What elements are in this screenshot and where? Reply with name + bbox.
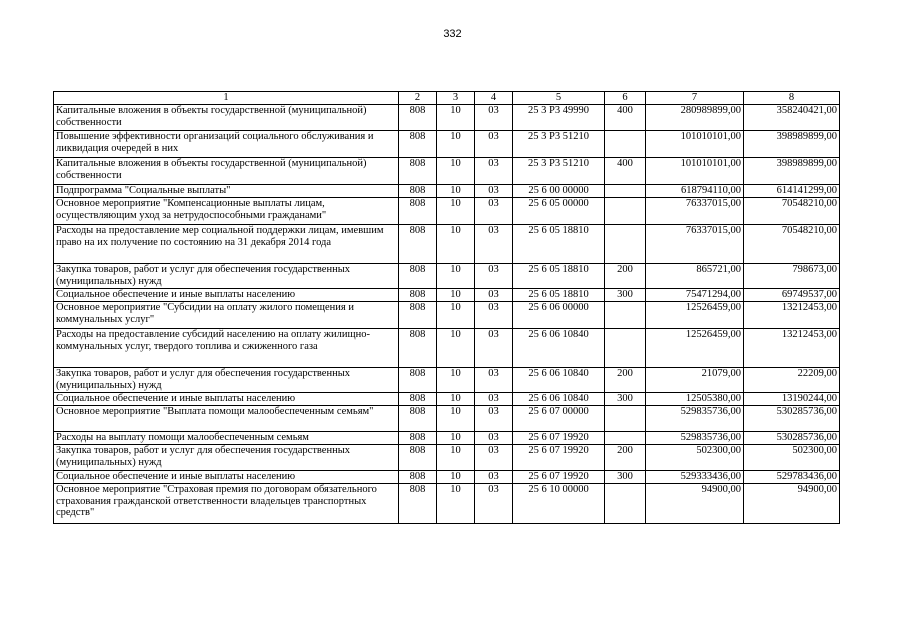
- code-cell-2: 808: [399, 198, 437, 225]
- code-cell-4: 03: [475, 432, 513, 445]
- table-row: [54, 432, 840, 445]
- code-cell-4: 03: [475, 158, 513, 185]
- code-cell-6: 400: [605, 105, 646, 131]
- table-row: [54, 264, 840, 289]
- row-name-cell: Социальное обеспечение и иные выплаты населению: [54, 471, 399, 484]
- code-cell-4: 03: [475, 105, 513, 131]
- code-cell-5: 25 6 06 10840: [513, 393, 605, 406]
- amount-cell-8: 22209,00: [744, 368, 840, 393]
- code-cell-6: [605, 406, 646, 432]
- code-cell-2: 808: [399, 329, 437, 368]
- code-cell-2: 808: [399, 393, 437, 406]
- row-name-cell: Социальное обеспечение и иные выплаты населению: [54, 393, 399, 406]
- code-cell-5: 25 3 P3 51210: [513, 158, 605, 185]
- code-cell-3: 10: [437, 225, 475, 264]
- table-row: [54, 406, 840, 432]
- code-cell-6: [605, 198, 646, 225]
- code-cell-6: 400: [605, 158, 646, 185]
- amount-cell-7: 21079,00: [646, 368, 744, 393]
- code-cell-5: 25 6 10 00000: [513, 484, 605, 524]
- amount-cell-7: 12505380,00: [646, 393, 744, 406]
- code-cell-2: 808: [399, 484, 437, 524]
- code-cell-3: 10: [437, 105, 475, 131]
- code-cell-6: 300: [605, 471, 646, 484]
- table-row: [54, 158, 840, 185]
- code-cell-5: 25 6 07 19920: [513, 432, 605, 445]
- column-header: 5: [513, 92, 605, 105]
- code-cell-4: 03: [475, 225, 513, 264]
- code-cell-4: 03: [475, 406, 513, 432]
- code-cell-4: 03: [475, 393, 513, 406]
- row-name-cell: Расходы на предоставление мер социальной поддержки лицам, имевшим право на их получение по состоянию на 31 декабря 2014 года: [54, 225, 399, 264]
- code-cell-3: 10: [437, 406, 475, 432]
- row-name-cell: Основное мероприятие "Выплата помощи малообеспеченным семьям": [54, 406, 399, 432]
- row-name-cell: Расходы на выплату помощи малообеспеченным семьям: [54, 432, 399, 445]
- row-name-cell: Подпрограмма "Социальные выплаты": [54, 185, 399, 198]
- table-row: [54, 131, 840, 158]
- amount-cell-8: 13212453,00: [744, 329, 840, 368]
- code-cell-2: 808: [399, 289, 437, 302]
- column-header: 1: [54, 92, 399, 105]
- column-header: 2: [399, 92, 437, 105]
- code-cell-5: 25 6 07 19920: [513, 471, 605, 484]
- code-cell-6: 200: [605, 445, 646, 471]
- code-cell-2: 808: [399, 158, 437, 185]
- code-cell-6: 300: [605, 289, 646, 302]
- row-name-cell: Закупка товаров, работ и услуг для обеспечения государственных (муниципальных) нужд: [54, 368, 399, 393]
- code-cell-2: 808: [399, 225, 437, 264]
- code-cell-3: 10: [437, 445, 475, 471]
- code-cell-2: 808: [399, 445, 437, 471]
- code-cell-6: 200: [605, 368, 646, 393]
- code-cell-2: 808: [399, 368, 437, 393]
- header-row: [54, 92, 840, 105]
- code-cell-5: 25 6 05 00000: [513, 198, 605, 225]
- code-cell-2: 808: [399, 302, 437, 329]
- row-name-cell: Основное мероприятие "Страховая премия по договорам обязательного страхования гражданской ответственности владельцев транспортных средств": [54, 484, 399, 524]
- amount-cell-7: 865721,00: [646, 264, 744, 289]
- table-body: [54, 105, 840, 524]
- code-cell-5: 25 3 P3 49990: [513, 105, 605, 131]
- amount-cell-8: 398989899,00: [744, 131, 840, 158]
- code-cell-2: 808: [399, 105, 437, 131]
- amount-cell-8: 798673,00: [744, 264, 840, 289]
- column-header: 4: [475, 92, 513, 105]
- amount-cell-7: 12526459,00: [646, 302, 744, 329]
- code-cell-4: 03: [475, 185, 513, 198]
- code-cell-3: 10: [437, 393, 475, 406]
- table-row: [54, 329, 840, 368]
- code-cell-4: 03: [475, 329, 513, 368]
- table-row: [54, 368, 840, 393]
- code-cell-2: 808: [399, 432, 437, 445]
- amount-cell-7: 12526459,00: [646, 329, 744, 368]
- code-cell-4: 03: [475, 368, 513, 393]
- table-row: [54, 289, 840, 302]
- amount-cell-8: 13190244,00: [744, 393, 840, 406]
- code-cell-6: [605, 225, 646, 264]
- code-cell-5: 25 3 P3 51210: [513, 131, 605, 158]
- code-cell-5: 25 6 06 10840: [513, 368, 605, 393]
- row-name-cell: Капитальные вложения в объекты государственной (муниципальной) собственности: [54, 105, 399, 131]
- amount-cell-8: 398989899,00: [744, 158, 840, 185]
- row-name-cell: Основное мероприятие "Компенсационные выплаты лицам, осуществляющим уход за нетрудоспособными гражданами": [54, 198, 399, 225]
- amount-cell-8: 530285736,00: [744, 406, 840, 432]
- column-header: 3: [437, 92, 475, 105]
- amount-cell-7: 101010101,00: [646, 131, 744, 158]
- code-cell-5: 25 6 05 18810: [513, 264, 605, 289]
- code-cell-6: [605, 185, 646, 198]
- row-name-cell: Закупка товаров, работ и услуг для обеспечения государственных (муниципальных) нужд: [54, 445, 399, 471]
- code-cell-2: 808: [399, 131, 437, 158]
- code-cell-4: 03: [475, 484, 513, 524]
- code-cell-5: 25 6 05 18810: [513, 289, 605, 302]
- code-cell-3: 10: [437, 302, 475, 329]
- table-row: [54, 198, 840, 225]
- amount-cell-7: 75471294,00: [646, 289, 744, 302]
- code-cell-6: [605, 131, 646, 158]
- amount-cell-7: 529835736,00: [646, 432, 744, 445]
- amount-cell-8: 13212453,00: [744, 302, 840, 329]
- table-row: [54, 302, 840, 329]
- table-row: [54, 471, 840, 484]
- table-row: [54, 445, 840, 471]
- code-cell-3: 10: [437, 484, 475, 524]
- amount-cell-8: 530285736,00: [744, 432, 840, 445]
- code-cell-5: 25 6 07 00000: [513, 406, 605, 432]
- table-row: [54, 105, 840, 131]
- code-cell-2: 808: [399, 471, 437, 484]
- code-cell-2: 808: [399, 406, 437, 432]
- code-cell-6: [605, 302, 646, 329]
- code-cell-3: 10: [437, 329, 475, 368]
- code-cell-4: 03: [475, 302, 513, 329]
- amount-cell-8: 69749537,00: [744, 289, 840, 302]
- code-cell-3: 10: [437, 289, 475, 302]
- row-name-cell: Капитальные вложения в объекты государственной (муниципальной) собственности: [54, 158, 399, 185]
- row-name-cell: Социальное обеспечение и иные выплаты населению: [54, 289, 399, 302]
- amount-cell-7: 76337015,00: [646, 225, 744, 264]
- amount-cell-8: 358240421,00: [744, 105, 840, 131]
- amount-cell-7: 529333436,00: [646, 471, 744, 484]
- code-cell-4: 03: [475, 471, 513, 484]
- code-cell-4: 03: [475, 445, 513, 471]
- code-cell-3: 10: [437, 158, 475, 185]
- code-cell-4: 03: [475, 131, 513, 158]
- code-cell-6: [605, 432, 646, 445]
- code-cell-5: 25 6 06 00000: [513, 302, 605, 329]
- amount-cell-8: 70548210,00: [744, 198, 840, 225]
- row-name-cell: Повышение эффективности организаций социального обслуживания и ликвидация очередей в них: [54, 131, 399, 158]
- code-cell-3: 10: [437, 432, 475, 445]
- row-name-cell: Закупка товаров, работ и услуг для обеспечения государственных (муниципальных) нужд: [54, 264, 399, 289]
- code-cell-2: 808: [399, 264, 437, 289]
- code-cell-3: 10: [437, 264, 475, 289]
- amount-cell-8: 94900,00: [744, 484, 840, 524]
- code-cell-6: [605, 484, 646, 524]
- table-row: [54, 484, 840, 524]
- code-cell-5: 25 6 00 00000: [513, 185, 605, 198]
- code-cell-4: 03: [475, 264, 513, 289]
- budget-table: [53, 91, 840, 524]
- code-cell-3: 10: [437, 368, 475, 393]
- column-header: 7: [646, 92, 744, 105]
- page-number: 332: [443, 28, 462, 40]
- code-cell-3: 10: [437, 198, 475, 225]
- amount-cell-8: 70548210,00: [744, 225, 840, 264]
- table-row: [54, 225, 840, 264]
- amount-cell-7: 529835736,00: [646, 406, 744, 432]
- amount-cell-7: 502300,00: [646, 445, 744, 471]
- amount-cell-7: 618794110,00: [646, 185, 744, 198]
- column-header: 6: [605, 92, 646, 105]
- amount-cell-7: 101010101,00: [646, 158, 744, 185]
- code-cell-5: 25 6 06 10840: [513, 329, 605, 368]
- code-cell-6: 200: [605, 264, 646, 289]
- amount-cell-7: 76337015,00: [646, 198, 744, 225]
- column-header: 8: [744, 92, 840, 105]
- table-row: [54, 185, 840, 198]
- code-cell-4: 03: [475, 198, 513, 225]
- amount-cell-7: 280989899,00: [646, 105, 744, 131]
- amount-cell-7: 94900,00: [646, 484, 744, 524]
- code-cell-5: 25 6 07 19920: [513, 445, 605, 471]
- amount-cell-8: 529783436,00: [744, 471, 840, 484]
- code-cell-2: 808: [399, 185, 437, 198]
- code-cell-4: 03: [475, 289, 513, 302]
- code-cell-3: 10: [437, 471, 475, 484]
- table-row: [54, 393, 840, 406]
- code-cell-6: 300: [605, 393, 646, 406]
- row-name-cell: Основное мероприятие "Субсидии на оплату жилого помещения и коммунальных услуг": [54, 302, 399, 329]
- amount-cell-8: 614141299,00: [744, 185, 840, 198]
- code-cell-6: [605, 329, 646, 368]
- code-cell-5: 25 6 05 18810: [513, 225, 605, 264]
- code-cell-3: 10: [437, 185, 475, 198]
- row-name-cell: Расходы на предоставление субсидий населению на оплату жилищно-коммунальных услуг, твердого топлива и сжиженного газа: [54, 329, 399, 368]
- amount-cell-8: 502300,00: [744, 445, 840, 471]
- code-cell-3: 10: [437, 131, 475, 158]
